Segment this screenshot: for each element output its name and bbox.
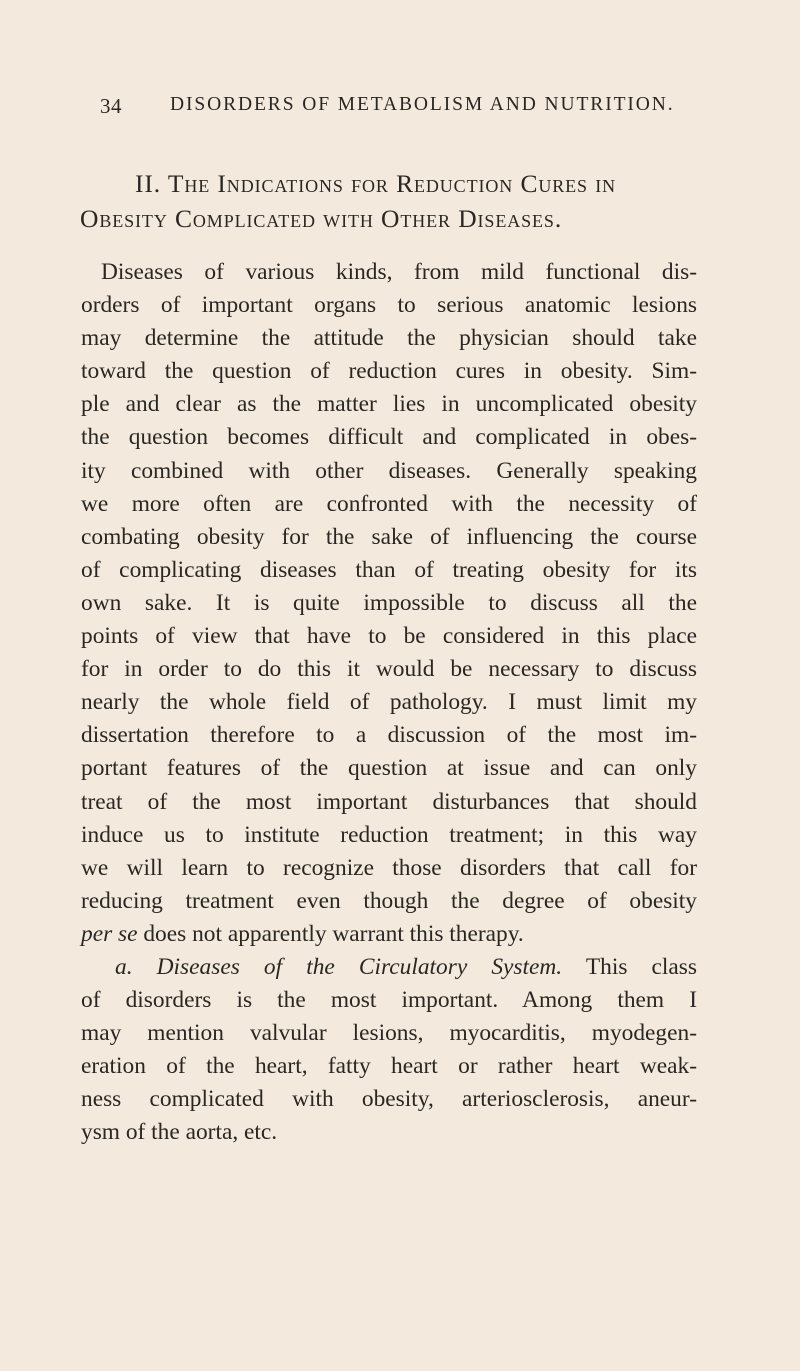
text-line: combating obesity for the sake of influencing the course xyxy=(81,523,697,550)
text-line: points of view that have to be considered in this place xyxy=(81,623,697,650)
text-line: may mention valvular lesions, myocarditis, myodegen- xyxy=(81,1020,697,1047)
text-line: ple and clear as the matter lies in uncomplicated obesity xyxy=(81,391,697,418)
text-line xyxy=(81,918,697,951)
text-line: ity combined with other diseases. Generally speaking xyxy=(81,457,697,484)
running-head xyxy=(100,94,700,124)
text-line: we will learn to recognize those disorders that call for xyxy=(81,854,697,881)
text-line-rest: does not apparently warrant this therapy. xyxy=(137,920,524,947)
section-heading xyxy=(80,166,727,236)
text-line: reducing treatment even though the degree of obesity xyxy=(81,887,697,914)
text-line: of disorders is the most important. Among them I xyxy=(81,987,697,1014)
text-line: toward the question of reduction cures in obesity. Sim- xyxy=(81,358,697,385)
subsection-first-rest: This class xyxy=(562,953,698,980)
text-line: dissertation therefore to a discussion of the most im- xyxy=(81,722,697,749)
page-number: 34 xyxy=(100,94,122,118)
subsection-first-line xyxy=(81,951,697,984)
text-line: of complicating diseases than of treating obesity for its xyxy=(81,556,697,583)
text-line: nearly the whole field of pathology. I must limit my xyxy=(81,689,697,716)
subsection-label: a. Diseases of the Circulatory System. xyxy=(115,953,563,980)
text-line: we more often are confronted with the necessity of xyxy=(81,490,697,517)
text-line: for in order to do this it would be necessary to discuss xyxy=(81,656,697,683)
text-line: orders of important organs to serious anatomic lesions xyxy=(81,292,697,319)
latin-phrase: per se xyxy=(81,920,138,947)
running-title: DISORDERS OF METABOLISM AND NUTRITION. xyxy=(170,94,675,115)
body-text xyxy=(81,256,697,1150)
section-heading-line-1: II. The Indications for Reduction Cures in xyxy=(135,169,617,198)
text-line: ysm of the aorta, etc. xyxy=(81,1119,278,1146)
section-heading-line-2: Obesity Complicated with Other Diseases. xyxy=(80,204,563,233)
text-line: may determine the attitude the physician should take xyxy=(81,325,697,352)
text-line: the question becomes difficult and complicated in obes- xyxy=(81,424,697,451)
text-line: ness complicated with obesity, arteriosclerosis, aneur- xyxy=(81,1086,697,1113)
text-line: portant features of the question at issue and can only xyxy=(81,755,697,782)
text-line: induce us to institute reduction treatment; in this way xyxy=(81,821,697,848)
text-line: treat of the most important disturbances that should xyxy=(81,788,697,815)
text-line: Diseases of various kinds, from mild functional dis- xyxy=(101,259,697,285)
text-line: own sake. It is quite impossible to discuss all the xyxy=(81,589,697,616)
text-line: eration of the heart, fatty heart or rather heart weak- xyxy=(81,1053,697,1080)
